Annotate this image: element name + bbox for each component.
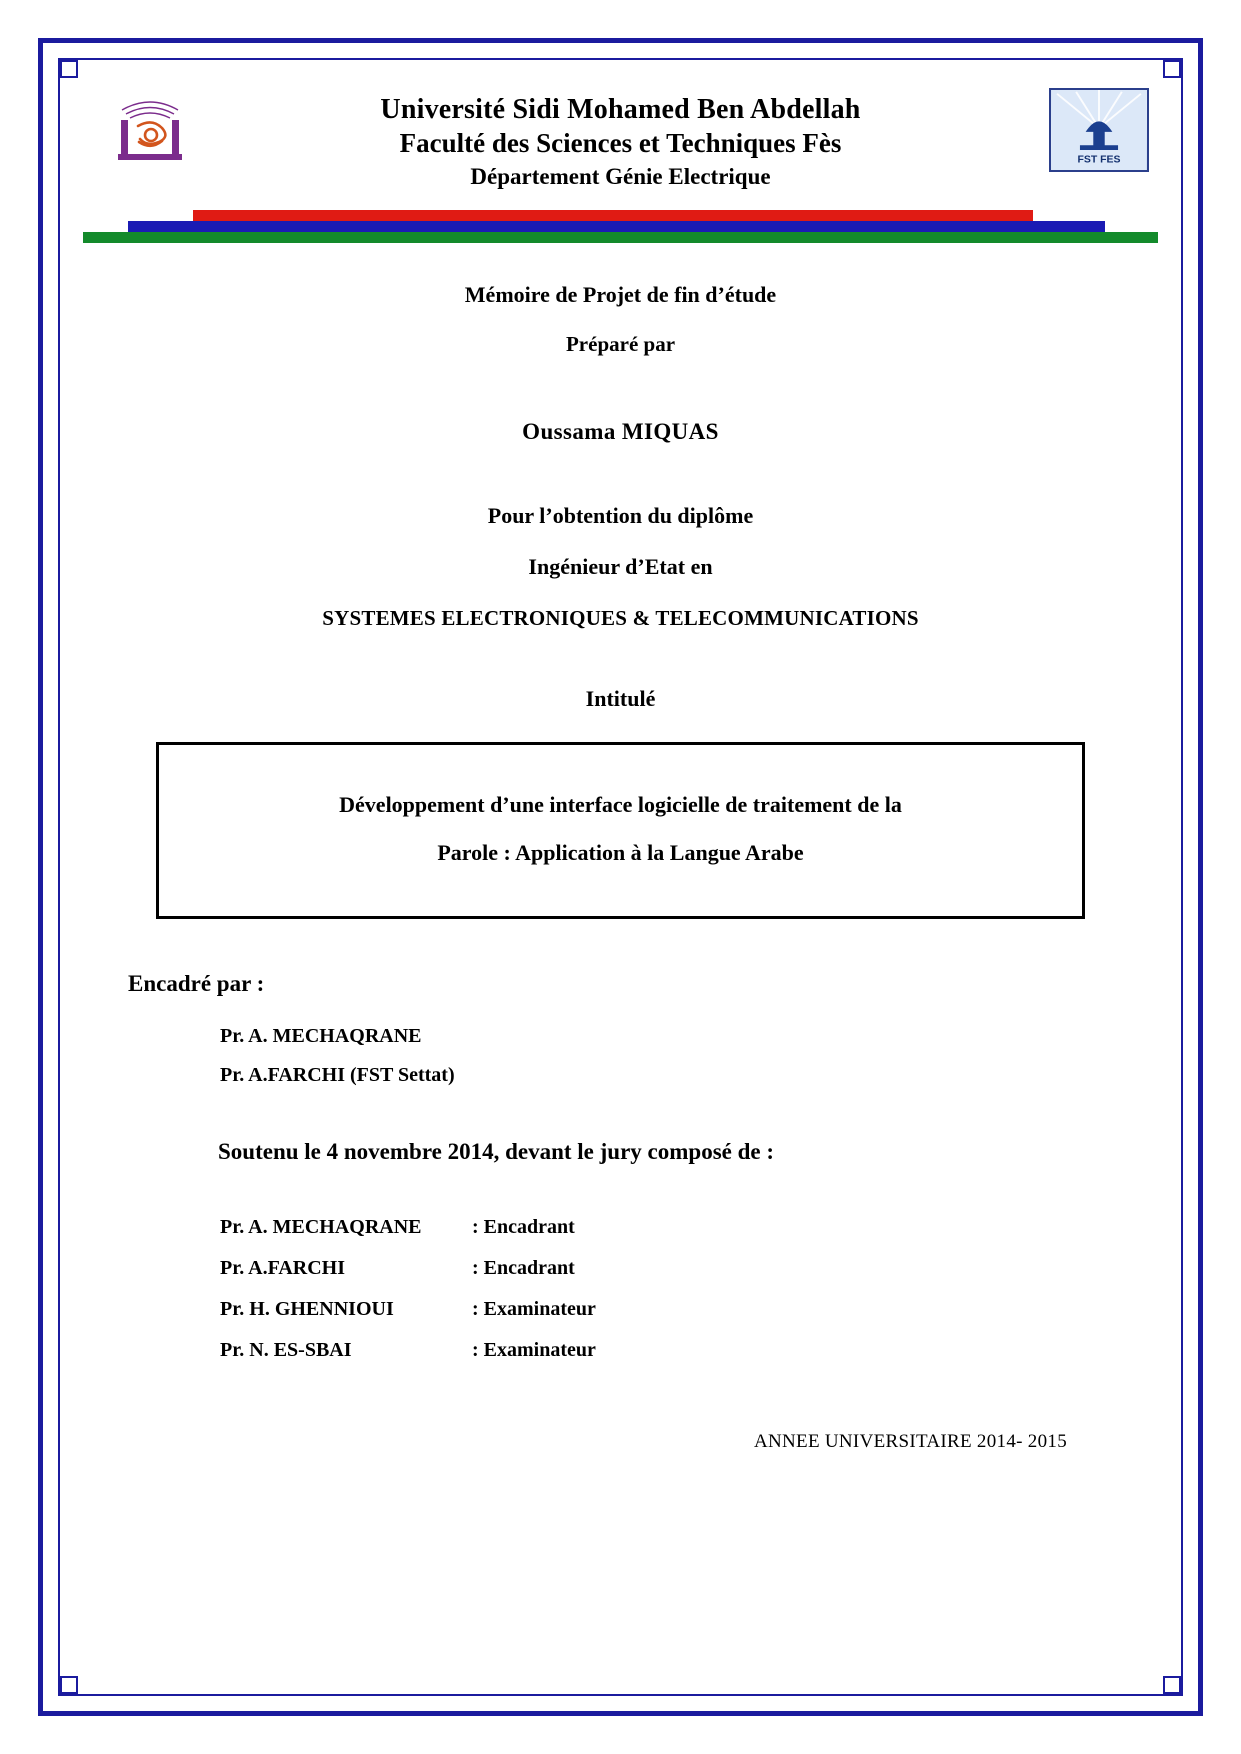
separator-bar-green <box>83 232 1158 243</box>
thesis-title-box <box>156 742 1085 919</box>
department-name: Département Génie Electrique <box>470 163 771 189</box>
jury-member-role: : Encadrant <box>472 1215 575 1238</box>
border-corner-bottom-right <box>1163 1676 1181 1694</box>
jury-member-name: Pr. A. MECHAQRANE <box>220 1215 422 1238</box>
faculty-name: Faculté des Sciences et Techniques Fès <box>399 128 842 158</box>
prepared-by-label: Préparé par <box>565 332 676 356</box>
degree-label: Ingénieur d’Etat en <box>528 554 713 579</box>
jury-list <box>220 1207 1163 1371</box>
title-heading-label: Intitulé <box>585 686 656 711</box>
separator-bar-blue <box>128 221 1105 232</box>
jury-row <box>220 1330 1163 1371</box>
border-corner-top-right <box>1163 60 1181 78</box>
diploma-purpose: Pour l’obtention du diplôme <box>487 503 754 528</box>
border-corner-top-left <box>60 60 78 78</box>
usmba-seal-logo-icon <box>108 90 192 174</box>
memoir-label: Mémoire de Projet de fin d’étude <box>464 282 777 307</box>
jury-member-name: Pr. N. ES-SBAI <box>220 1338 352 1361</box>
jury-member-role: : Examinateur <box>472 1338 596 1361</box>
jury-member-role: : Encadrant <box>472 1256 575 1279</box>
list-item: Pr. A.FARCHI (FST Settat) <box>220 1063 455 1086</box>
supervision-label: Encadré par : <box>128 970 265 996</box>
svg-text:FST FES: FST FES <box>1077 154 1121 166</box>
header-titles <box>208 92 1033 192</box>
jury-member-role: : Examinateur <box>472 1297 596 1320</box>
jury-row <box>220 1289 1163 1330</box>
intro-block <box>78 282 1163 712</box>
jury-member-name: Pr. A.FARCHI <box>220 1256 345 1279</box>
academic-year: ANNEE UNIVERSITAIRE 2014- 2015 <box>753 1430 1067 1452</box>
border-corner-bottom-left <box>60 1676 78 1694</box>
thesis-title-line-2: Parole : Application à la Langue Arabe <box>437 840 804 866</box>
tricolor-separator <box>78 210 1163 248</box>
page-header <box>78 72 1163 202</box>
cover-page <box>78 72 1163 1682</box>
list-item: Pr. A. MECHAQRANE <box>220 1024 422 1047</box>
program-label: SYSTEMES ELECTRONIQUES & TELECOMMUNICATIONS <box>322 606 919 630</box>
jury-row <box>220 1248 1163 1289</box>
supervisors-list <box>220 1017 1163 1095</box>
university-name: Université Sidi Mohamed Ben Abdellah <box>380 94 861 125</box>
jury-row <box>220 1207 1163 1248</box>
defense-statement: Soutenu le 4 novembre 2014, devant le jury composé de : <box>218 1138 775 1164</box>
jury-member-name: Pr. H. GHENNIOUI <box>220 1297 394 1320</box>
thesis-title-line-1: Développement d’une interface logicielle de traitement de la <box>339 792 902 817</box>
fst-fes-logo-icon <box>1049 88 1149 172</box>
separator-bar-red <box>193 210 1033 221</box>
author-name: Oussama MIQUAS <box>522 419 719 444</box>
